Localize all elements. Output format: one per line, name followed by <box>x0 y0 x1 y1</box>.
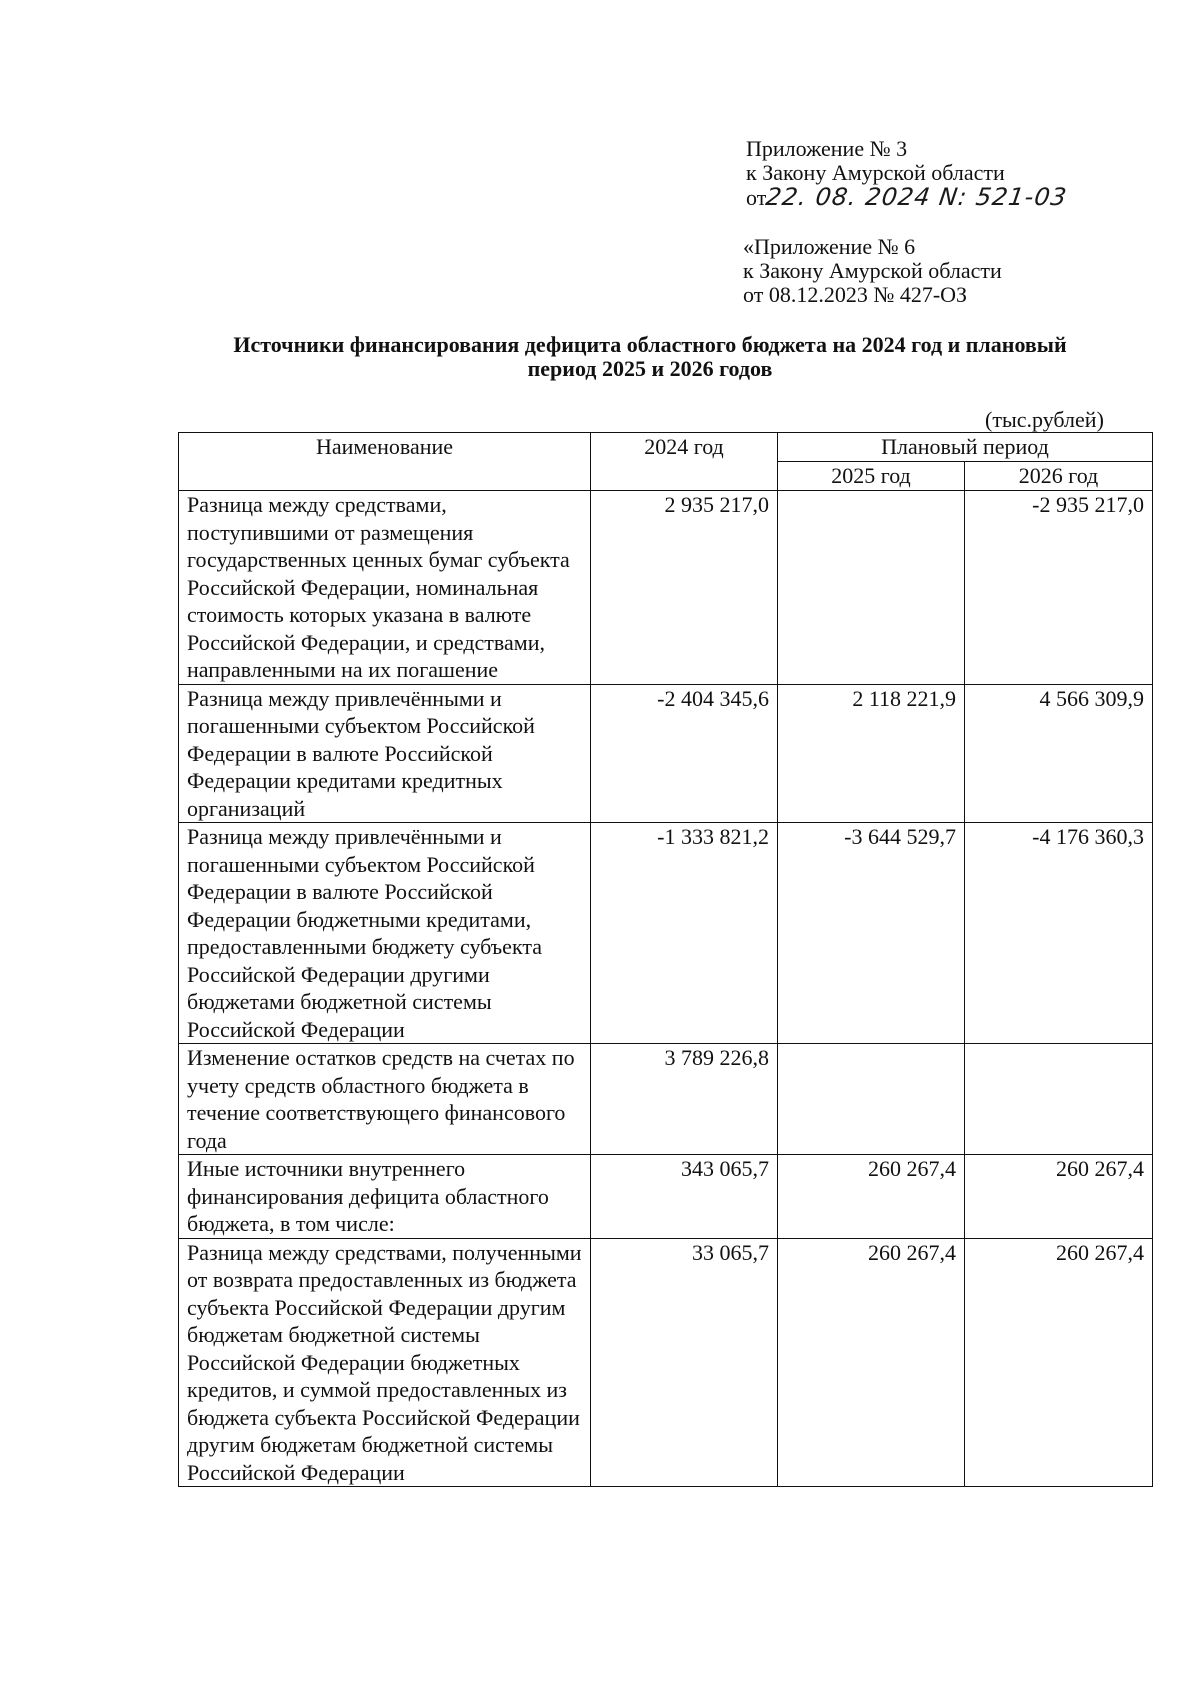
table-row <box>179 1155 1153 1239</box>
row-value-2024: -1 333 821,2 <box>591 823 778 1044</box>
appendix-date-line <box>746 183 1070 211</box>
row-value-2025 <box>778 491 965 685</box>
document-title-line-1: Источники финансирования дефицита областного бюджета на 2024 год и плановый <box>233 332 1067 357</box>
appendix-header <box>746 136 1070 211</box>
row-value-2024: -2 404 345,6 <box>591 684 778 823</box>
row-value-2024: 33 065,7 <box>591 1238 778 1487</box>
row-value-2024: 343 065,7 <box>591 1155 778 1239</box>
original-appendix-number: «Приложение № 6 <box>743 234 916 259</box>
header-name: Наименование <box>179 433 591 491</box>
handwritten-date-number: 22. 08. 2024 N: 521-03 <box>764 183 1070 211</box>
row-name: Разница между привлечёнными и погашенными субъектом Российской Федерации в валюте Российской Федерации бюджетными кредитами, предоставленными бюджету субъекта Российской Федерации другими бюджетами бюджетной системы Российской Федерации <box>179 823 591 1044</box>
row-value-2026: 260 267,4 <box>965 1155 1153 1239</box>
appendix-law-reference: к Закону Амурской области <box>746 160 1005 185</box>
table-row <box>179 1044 1153 1155</box>
table-row <box>179 684 1153 823</box>
row-value-2026: 4 566 309,9 <box>965 684 1153 823</box>
table-row <box>179 823 1153 1044</box>
row-value-2026: 260 267,4 <box>965 1238 1153 1487</box>
row-value-2026: -2 935 217,0 <box>965 491 1153 685</box>
table-row <box>179 491 1153 685</box>
document-title-line-2: период 2025 и 2026 годов <box>527 356 773 381</box>
row-name: Разница между привлечёнными и погашенными субъектом Российской Федерации в валюте Российской Федерации кредитами кредитных организаций <box>179 684 591 823</box>
units-label: (тыс.рублей) <box>985 407 1104 432</box>
original-appendix-law-reference: к Закону Амурской области <box>743 258 1002 283</box>
row-value-2025: 260 267,4 <box>778 1238 965 1487</box>
row-value-2025: 2 118 221,9 <box>778 684 965 823</box>
row-name: Разница между средствами, полученными от возврата предоставленных из бюджета субъекта Российской Федерации другим бюджетам бюджетной системы Российской Федерации бюджетных кредитов, и суммой предоставленных из бюджета субъекта Российской Федерации другим бюджетам бюджетной системы Российской Федерации <box>179 1238 591 1487</box>
row-value-2026 <box>965 1044 1153 1155</box>
original-appendix-date: от 08.12.2023 № 427-ОЗ <box>743 282 968 307</box>
header-year-2025: 2025 год <box>778 462 965 491</box>
original-appendix-header <box>743 235 1002 307</box>
row-value-2024: 2 935 217,0 <box>591 491 778 685</box>
row-value-2024: 3 789 226,8 <box>591 1044 778 1155</box>
financing-sources-table <box>178 432 1153 1487</box>
appendix-number: Приложение № 3 <box>746 136 908 161</box>
row-name: Изменение остатков средств на счетах по учету средств областного бюджета в течение соответствующего финансового года <box>179 1044 591 1155</box>
header-planned-period: Плановый период <box>778 433 1153 462</box>
row-value-2026: -4 176 360,3 <box>965 823 1153 1044</box>
row-name: Разница между средствами, поступившими от размещения государственных ценных бумаг субъекта Российской Федерации, номинальная стоимость которых указана в валюте Российской Федерации, и средствами, направленными на их погашение <box>179 491 591 685</box>
appendix-date-prefix: от <box>746 185 767 210</box>
row-value-2025: -3 644 529,7 <box>778 823 965 1044</box>
header-year-2026: 2026 год <box>965 462 1153 491</box>
header-year-2024: 2024 год <box>591 433 778 491</box>
table-body <box>179 491 1153 1487</box>
document-title <box>140 333 1160 381</box>
table-row <box>179 1238 1153 1487</box>
row-name: Иные источники внутреннего финансирования дефицита областного бюджета, в том числе: <box>179 1155 591 1239</box>
row-value-2025 <box>778 1044 965 1155</box>
row-value-2025: 260 267,4 <box>778 1155 965 1239</box>
